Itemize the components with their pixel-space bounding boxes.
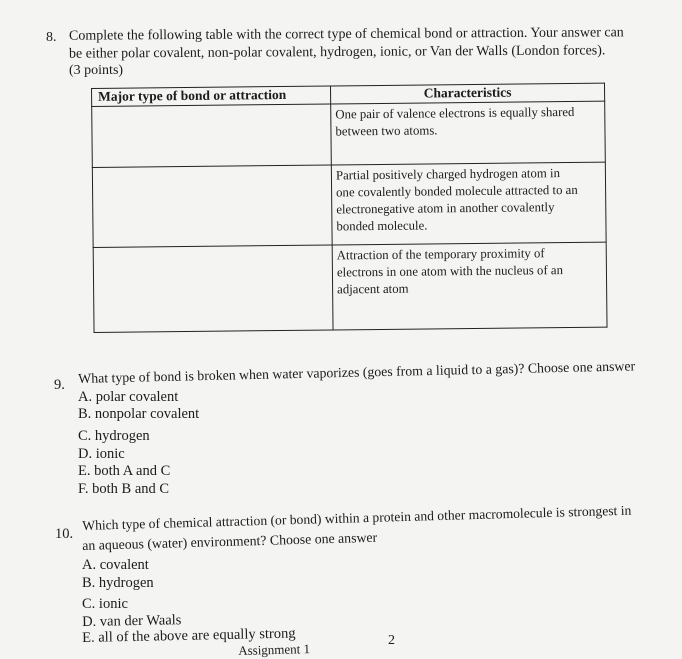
question-10-line-1: Which type of chemical attraction (or bond) within a protein and other macromolecule is strongest in xyxy=(82,502,632,533)
question-8-line-3: (3 points) xyxy=(69,63,124,78)
option-b[interactable]: B. hydrogen xyxy=(82,575,154,591)
characteristic-text: Attraction of the temporary proximity of electrons in one atom with the nucleus of an adjacent atom xyxy=(336,246,564,297)
option-c[interactable]: C. ionic xyxy=(82,596,128,612)
option-b[interactable]: B. nonpolar covalent xyxy=(78,406,200,422)
option-e[interactable]: E. both A and C xyxy=(78,463,171,479)
question-8-number: 8. xyxy=(46,30,57,45)
header-bond-type: Major type of bond or attraction xyxy=(92,86,331,107)
page-number: 2 xyxy=(388,633,395,648)
question-10-number: 10. xyxy=(55,526,74,542)
bond-table xyxy=(91,83,608,333)
question-8-line-2: be either polar covalent, non-polar covalent, hydrogen, ionic, or Van der Walls (London forces). xyxy=(68,43,606,62)
footer-assignment: Assignment 1 xyxy=(238,641,311,658)
characteristic-text: Partial positively charged hydrogen atom in one covalently bonded molecule attracted to an electronegative atom in another covalently bonded molecule. xyxy=(335,166,578,234)
option-c[interactable]: C. hydrogen xyxy=(78,428,150,444)
table-row xyxy=(92,162,606,247)
question-8-line-1: Complete the following table with the correct type of chemical bond or attraction. Your answer can xyxy=(68,25,624,44)
option-a[interactable]: A. polar covalent xyxy=(78,389,179,405)
answer-cell[interactable] xyxy=(92,165,332,247)
header-characteristics: Characteristics xyxy=(330,83,604,104)
table-row xyxy=(93,242,607,332)
characteristic-cell xyxy=(331,162,606,245)
characteristic-text: One pair of valence electrons is equally shared between two atoms. xyxy=(335,104,575,139)
characteristic-cell xyxy=(331,101,606,165)
option-d[interactable]: D. van der Waals xyxy=(82,612,182,630)
option-d[interactable]: D. ionic xyxy=(78,446,125,462)
answer-cell[interactable] xyxy=(93,245,333,332)
option-e[interactable]: E. all of the above are equally strong xyxy=(82,625,296,646)
table-row xyxy=(92,101,606,167)
option-a[interactable]: A. covalent xyxy=(82,557,149,573)
question-10-line-2: an aqueous (water) environment? Choose one answer xyxy=(82,529,378,553)
question-9-number: 9. xyxy=(54,377,65,393)
option-f[interactable]: F. both B and C xyxy=(78,481,170,497)
characteristic-cell xyxy=(332,242,607,330)
question-9-text: What type of bond is broken when water vaporizes (goes from a liquid to a gas)? Choose one answer xyxy=(78,358,636,386)
answer-cell[interactable] xyxy=(92,104,332,167)
